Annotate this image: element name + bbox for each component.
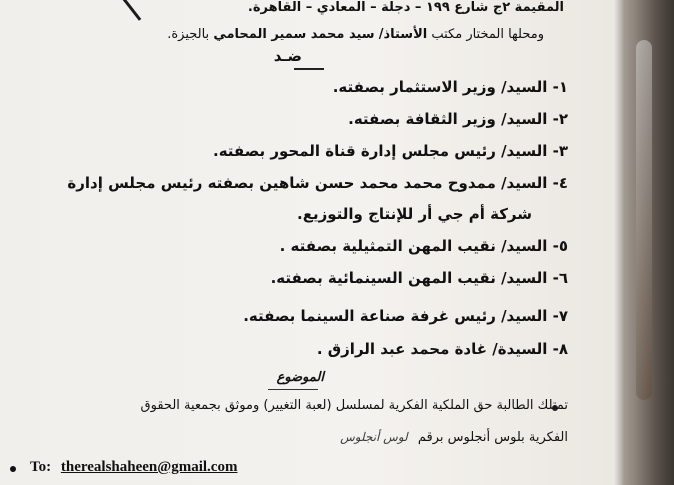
domicile-suffix: بالجيزة. xyxy=(167,27,210,42)
defendant-3: ٣- السيد/ رئيس مجلس إدارة قناة المحور بصفته. xyxy=(213,142,568,160)
defendant-4-continued: شركة أم جي أر للإنتاج والتوزيع. xyxy=(297,205,532,223)
background-edge xyxy=(614,0,674,485)
subject-body-text: الفكرية بلوس أنجلوس برقم xyxy=(417,430,568,445)
defendant-5: ٥- السيد/ نقيب المهن التمثيلية بصفته . xyxy=(279,237,568,255)
lawyer-name: سيد محمد سمير المحامي xyxy=(213,27,375,42)
email-label: To: xyxy=(30,459,52,475)
defendant-4: ٤- السيد/ ممدوح محمد محمد حسن شاهين بصفته رئيس مجلس إدارة xyxy=(67,174,568,192)
against-underline xyxy=(294,68,324,70)
defendant-2: ٢- السيد/ وزير الثقافة بصفته. xyxy=(348,110,568,128)
subject-body-line-1: تمتلك الطالبة حق الملكية الفكرية لمسلسل (لعبة التغيير) وموثق بجمعية الحقوق xyxy=(140,398,568,413)
defendant-7: ٧- السيد/ رئيس غرفة صناعة السينما بصفته. xyxy=(243,307,568,325)
domicile-prefix: ومحلها المختار مكتب xyxy=(431,27,544,42)
defendant-1: ١- السيد/ وزير الاستثمار بصفته. xyxy=(332,78,568,96)
handwritten-note: لوس أنجلوس xyxy=(340,430,408,444)
address-line: المقيمة ٢ج شارع ١٩٩ – دجلة – المعادي – القاهرة. xyxy=(247,0,564,15)
subject-underline xyxy=(268,389,318,390)
pen-mark xyxy=(118,0,141,21)
domicile-line: ومحلها المختار مكتب الأستاذ/ سيد محمد سمير المحامي بالجيزة. xyxy=(167,27,544,42)
defendant-6: ٦- السيد/ نقيب المهن السينمائية بصفته. xyxy=(270,269,568,287)
lawyer-title: الأستاذ xyxy=(383,27,428,42)
defendant-8: ٨- السيدة/ غادة محمد عبد الرازق . xyxy=(316,340,568,358)
subject-heading: الموضوع xyxy=(276,370,324,385)
email-line xyxy=(30,459,237,476)
subject-body-line-2 xyxy=(340,430,568,445)
against-heading: ضـد xyxy=(273,47,302,65)
email-bullet-icon xyxy=(10,466,16,472)
email-address-link[interactable]: therealshaheen@gmail.com xyxy=(60,459,238,475)
